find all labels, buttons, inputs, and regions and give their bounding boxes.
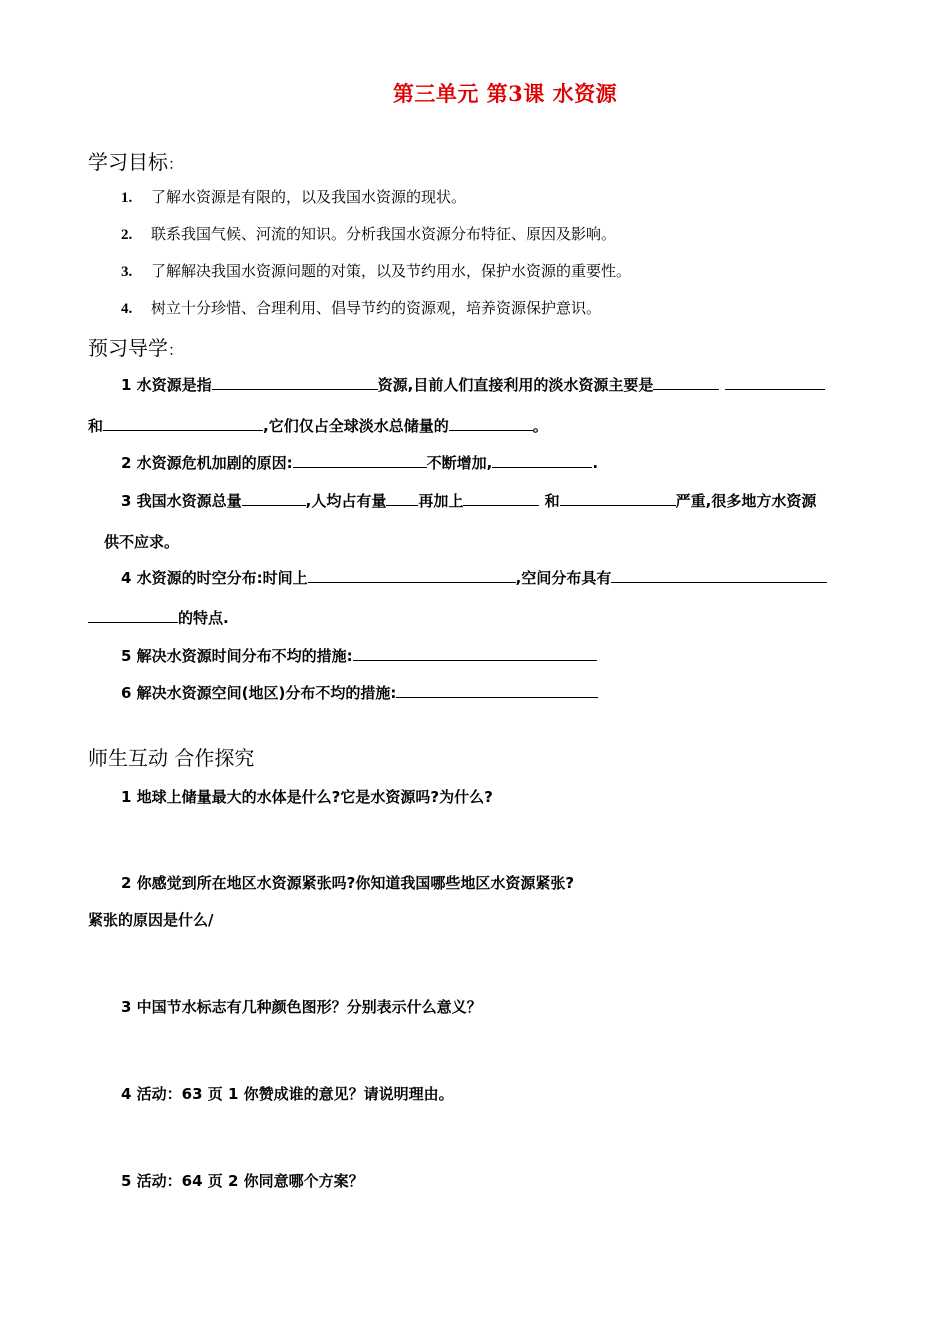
answer-blank[interactable] <box>725 375 825 390</box>
objective-number: 2. <box>121 227 133 243</box>
answer-blank[interactable] <box>103 416 263 431</box>
preview-q5 <box>121 645 597 666</box>
objective-number: 3. <box>121 264 133 280</box>
preview-heading-suffix: ： <box>168 341 184 359</box>
preview-q4-line1 <box>121 567 827 588</box>
preview-q1-text-c: 和 <box>88 417 104 435</box>
objective-item <box>121 297 601 318</box>
interaction-q3: 3 中国节水标志有几种颜色图形？分别表示什么意义？ <box>121 998 482 1016</box>
answer-blank[interactable] <box>611 568 827 583</box>
answer-blank[interactable] <box>560 491 676 506</box>
preview-q6 <box>121 682 598 703</box>
preview-q4-text-c: 的特点. <box>178 609 229 627</box>
answer-blank[interactable] <box>386 491 418 506</box>
answer-blank[interactable] <box>449 416 533 431</box>
preview-q3-text-e: 严重,很多地方水资源 <box>675 492 817 510</box>
answer-blank[interactable] <box>463 491 539 506</box>
answer-blank[interactable] <box>242 491 306 506</box>
page-title: 第三单元 第3课 水资源 <box>392 81 618 106</box>
preview-q2 <box>121 452 598 473</box>
answer-blank[interactable] <box>353 646 597 661</box>
preview-q3-text-c: 再加上 <box>418 492 464 510</box>
preview-q4-text-a: 4 水资源的时空分布:时间上 <box>121 569 308 587</box>
preview-heading <box>88 332 183 361</box>
objective-item <box>121 186 466 207</box>
preview-q5-text-a: 5 解决水资源时间分布不均的措施: <box>121 647 353 665</box>
preview-q1-text-a: 1 水资源是指 <box>121 376 212 394</box>
answer-blank[interactable] <box>308 568 516 583</box>
preview-heading-text: 预习导学 <box>88 336 168 360</box>
preview-q2-text-b: 不断增加, <box>426 454 493 472</box>
objective-number: 1. <box>121 190 133 206</box>
preview-q3-text-b: ,人均占有量 <box>305 492 387 510</box>
preview-q6-text-a: 6 解决水资源空间(地区)分布不均的措施: <box>121 684 397 702</box>
preview-q2-text-c: . <box>592 454 599 472</box>
objectives-heading <box>88 146 183 175</box>
answer-blank[interactable] <box>212 375 378 390</box>
preview-q4-text-b: ,空间分布具有 <box>515 569 612 587</box>
preview-q3-text-f: 供不应求。 <box>104 533 180 551</box>
objective-number: 4. <box>121 301 133 317</box>
objectives-heading-suffix: ： <box>168 155 184 173</box>
interaction-q5: 5 活动：64 页 2 你同意哪个方案？ <box>121 1172 364 1190</box>
objective-text: 了解水资源是有限的，以及我国水资源的现状。 <box>151 188 467 206</box>
preview-q1-line2 <box>88 415 548 436</box>
preview-q4-line2 <box>88 607 229 628</box>
answer-blank[interactable] <box>492 453 592 468</box>
preview-q3-text-d: 和 <box>544 492 560 510</box>
interaction-heading: 师生互动 合作探究 <box>88 746 255 770</box>
interaction-q1: 1 地球上储量最大的水体是什么?它是水资源吗?为什么? <box>121 788 493 806</box>
interaction-q4: 4 活动：63 页 1 你赞成谁的意见？请说明理由。 <box>121 1085 454 1103</box>
preview-q3-line2 <box>104 531 179 552</box>
answer-blank[interactable] <box>88 608 178 623</box>
objectives-heading-text: 学习目标 <box>88 150 168 174</box>
preview-q1-line1 <box>121 374 825 395</box>
objective-item <box>121 260 631 281</box>
answer-blank[interactable] <box>293 453 427 468</box>
objective-text: 了解解决我国水资源问题的对策，以及节约用水，保护水资源的重要性。 <box>151 262 632 280</box>
interaction-q2-continued: 紧张的原因是什么/ <box>88 911 214 929</box>
answer-blank[interactable] <box>396 683 598 698</box>
answer-blank[interactable] <box>653 375 719 390</box>
preview-q1-text-e: 。 <box>532 417 548 435</box>
objective-text: 树立十分珍惜、合理利用、倡导节约的资源观，培养资源保护意识。 <box>151 299 602 317</box>
preview-q3-text-a: 3 我国水资源总量 <box>121 492 242 510</box>
interaction-q2: 2 你感觉到所在地区水资源紧张吗?你知道我国哪些地区水资源紧张? <box>121 874 575 892</box>
objective-item <box>121 223 616 244</box>
preview-q3-line1 <box>121 490 816 511</box>
objective-text: 联系我国气候、河流的知识。分析我国水资源分布特征、原因及影响。 <box>151 225 617 243</box>
preview-q1-text-d: ,它们仅占全球淡水总储量的 <box>263 417 449 435</box>
preview-q2-text-a: 2 水资源危机加剧的原因: <box>121 454 293 472</box>
preview-q1-text-b: 资源,目前人们直接利用的淡水资源主要是 <box>377 376 654 394</box>
